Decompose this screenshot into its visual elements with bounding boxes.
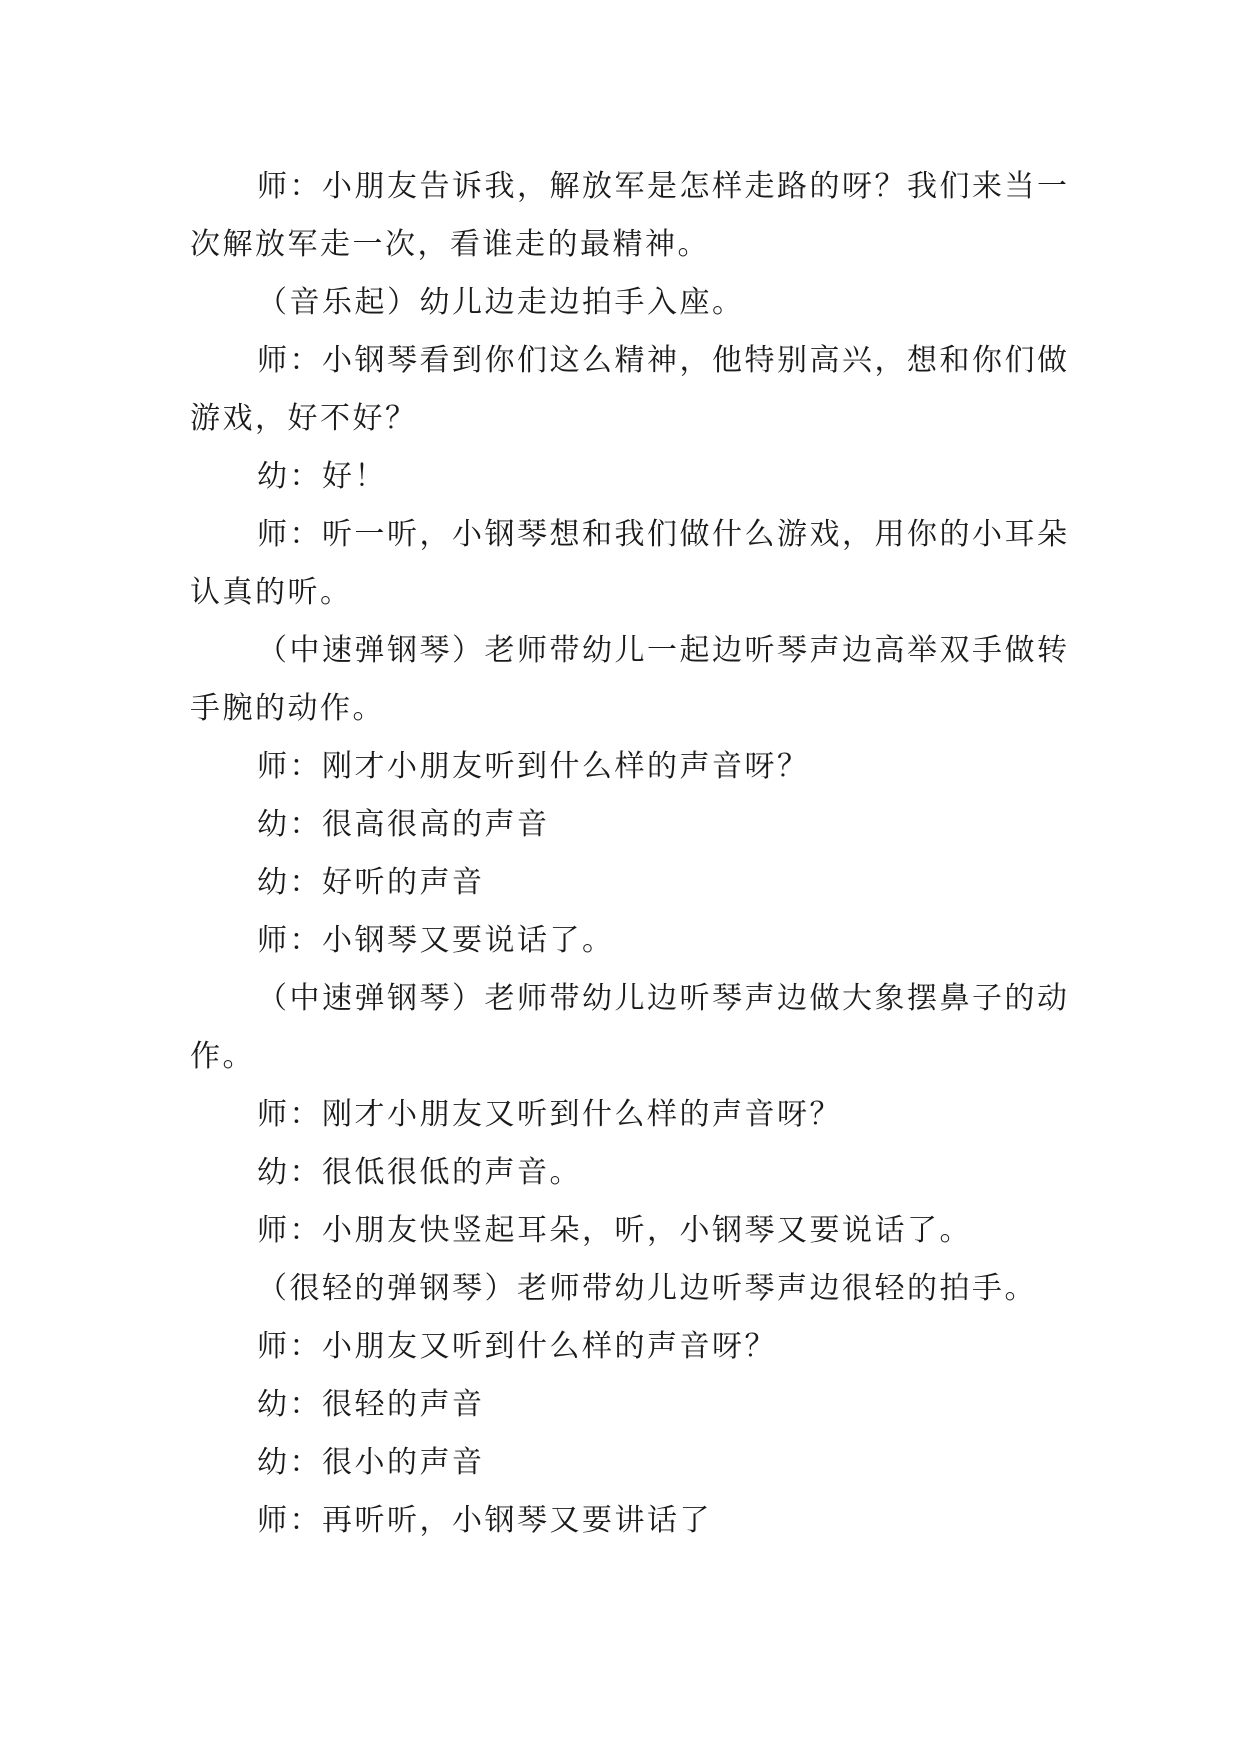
paragraph-10: 师：小钢琴又要说话了。 xyxy=(257,923,615,958)
paragraph-15: （很轻的弹钢琴）老师带幼儿边听琴声边很轻的拍手。 xyxy=(257,1271,1037,1306)
paragraph-11: （中速弹钢琴）老师带幼儿边听琴声边做大象摆鼻子的动作。 xyxy=(190,981,1070,1074)
paragraph-3: 师：小钢琴看到你们这么精神，他特别高兴，想和你们做游戏，好不好？ xyxy=(190,343,1070,436)
paragraph-8: 幼：很高很高的声音 xyxy=(257,807,550,842)
paragraph-1: 师：小朋友告诉我，解放军是怎样走路的呀？我们来当一次解放军走一次，看谁走的最精神。 xyxy=(190,169,1070,262)
paragraph-16: 师：小朋友又听到什么样的声音呀？ xyxy=(257,1329,777,1364)
paragraph-7: 师：刚才小朋友听到什么样的声音呀？ xyxy=(257,749,810,784)
paragraph-4: 幼：好！ xyxy=(257,459,387,494)
paragraph-13: 幼：很低很低的声音。 xyxy=(257,1155,582,1190)
paragraph-9: 幼：好听的声音 xyxy=(257,865,485,900)
paragraph-12: 师：刚才小朋友又听到什么样的声音呀？ xyxy=(257,1097,842,1132)
paragraph-2: （音乐起）幼儿边走边拍手入座。 xyxy=(257,285,745,320)
paragraph-17: 幼：很轻的声音 xyxy=(257,1387,485,1422)
paragraph-19: 师：再听听，小钢琴又要讲话了 xyxy=(257,1503,712,1538)
paragraph-6: （中速弹钢琴）老师带幼儿一起边听琴声边高举双手做转手腕的动作。 xyxy=(190,633,1070,726)
document-body xyxy=(190,158,1070,1550)
paragraph-5: 师：听一听，小钢琴想和我们做什么游戏，用你的小耳朵认真的听。 xyxy=(190,517,1070,610)
paragraph-14: 师：小朋友快竖起耳朵，听，小钢琴又要说话了。 xyxy=(257,1213,972,1248)
paragraph-18: 幼：很小的声音 xyxy=(257,1445,485,1480)
